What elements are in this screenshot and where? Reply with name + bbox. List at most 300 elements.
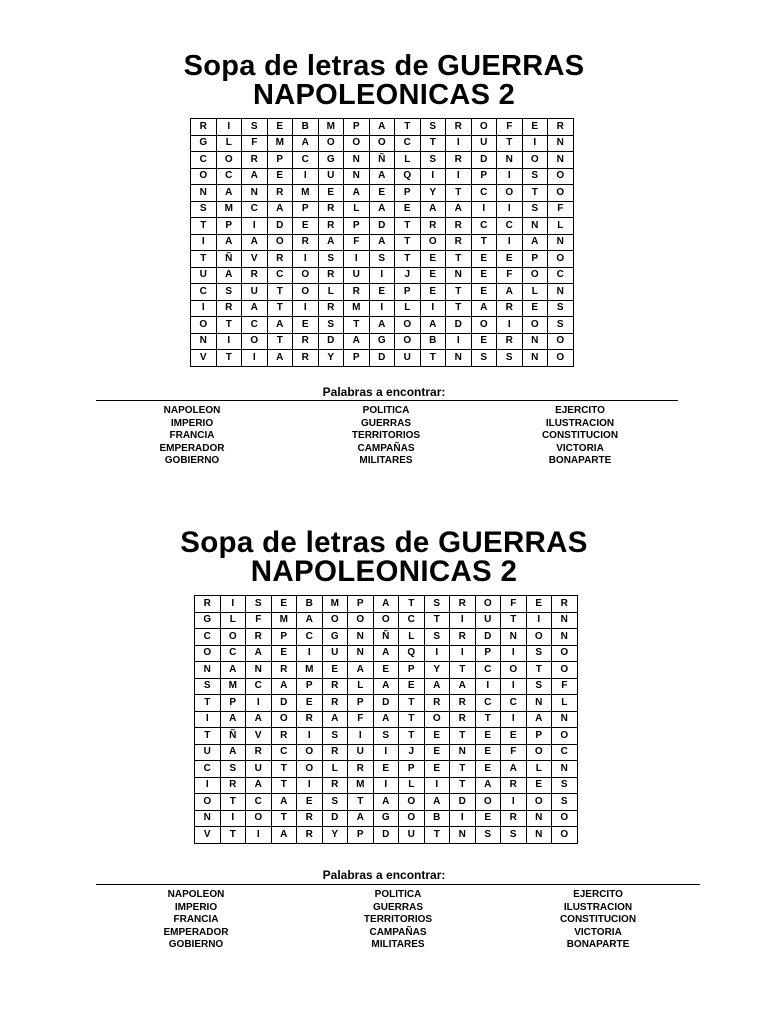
grid-cell: S	[552, 777, 578, 794]
grid-cell: T	[420, 135, 446, 152]
grid-cell: I	[446, 333, 472, 350]
grid-row	[191, 284, 574, 301]
grid-cell: G	[195, 612, 221, 629]
grid-cell: A	[373, 794, 399, 811]
grid-cell: U	[195, 744, 221, 761]
grid-cell: C	[475, 662, 501, 679]
word-item: CAMPAÑAS	[357, 442, 415, 454]
grid-cell: O	[420, 234, 446, 251]
grid-cell: L	[344, 201, 370, 218]
grid-cell: I	[522, 135, 548, 152]
grid-cell: A	[497, 284, 523, 301]
grid-cell: T	[191, 251, 217, 268]
grid-row	[191, 152, 574, 169]
grid-cell: D	[369, 350, 395, 367]
grid-cell: E	[322, 662, 348, 679]
grid-cell: A	[373, 678, 399, 695]
grid-cell: N	[526, 695, 552, 712]
grid-cell: O	[191, 168, 217, 185]
grid-cell: E	[420, 284, 446, 301]
grid-cell: N	[501, 629, 527, 646]
word-item: EMPERADOR	[159, 442, 225, 454]
grid-row	[191, 333, 574, 350]
grid-cell: P	[348, 695, 374, 712]
word-item: IMPERIO	[170, 417, 214, 429]
grid-cell: A	[450, 678, 476, 695]
grid-cell: I	[293, 251, 319, 268]
grid-cell: T	[497, 135, 523, 152]
grid-cell: A	[220, 744, 246, 761]
word-item: VICTORIA	[574, 926, 622, 938]
grid-cell: A	[446, 201, 472, 218]
letter-grid	[194, 595, 578, 844]
grid-cell: T	[399, 596, 425, 613]
grid-cell: S	[526, 645, 552, 662]
grid-cell: I	[501, 711, 527, 728]
grid-cell: P	[216, 218, 242, 235]
grid-cell: P	[344, 119, 370, 136]
grid-cell: R	[497, 333, 523, 350]
grid-cell: I	[497, 317, 523, 334]
grid-cell: R	[348, 761, 374, 778]
grid-cell: O	[195, 794, 221, 811]
grid-cell: A	[526, 711, 552, 728]
grid-cell: R	[450, 629, 476, 646]
grid-cell: M	[293, 185, 319, 202]
grid-cell: R	[293, 234, 319, 251]
word-item: GUERRAS	[372, 901, 423, 913]
grid-cell: C	[271, 744, 297, 761]
grid-cell: C	[267, 267, 293, 284]
grid-cell: A	[267, 201, 293, 218]
grid-cell: A	[369, 234, 395, 251]
grid-cell: E	[369, 284, 395, 301]
grid-cell: N	[526, 810, 552, 827]
grid-cell: C	[220, 645, 246, 662]
grid-cell: R	[446, 119, 472, 136]
grid-cell: R	[318, 218, 344, 235]
grid-cell: Y	[322, 827, 348, 844]
grid-cell: L	[216, 135, 242, 152]
grid-cell: E	[424, 761, 450, 778]
grid-cell: A	[267, 317, 293, 334]
grid-cell: U	[475, 612, 501, 629]
grid-cell: C	[246, 678, 272, 695]
grid-cell: O	[271, 711, 297, 728]
grid-cell: E	[501, 728, 527, 745]
grid-row	[195, 629, 578, 646]
grid-cell: O	[497, 185, 523, 202]
grid-cell: E	[369, 185, 395, 202]
grid-row	[191, 168, 574, 185]
grid-cell: T	[271, 761, 297, 778]
grid-cell: A	[369, 317, 395, 334]
grid-cell: N	[195, 810, 221, 827]
grid-cell: U	[399, 827, 425, 844]
grid-cell: S	[322, 728, 348, 745]
grid-cell: N	[526, 827, 552, 844]
grid-cell: N	[552, 711, 578, 728]
grid-cell: O	[395, 317, 421, 334]
grid-cell: Y	[424, 662, 450, 679]
grid-cell: I	[369, 300, 395, 317]
grid-cell: R	[344, 284, 370, 301]
grid-cell: C	[216, 168, 242, 185]
grid-cell: B	[424, 810, 450, 827]
grid-cell: N	[552, 612, 578, 629]
grid-cell: V	[195, 827, 221, 844]
grid-cell: T	[399, 728, 425, 745]
grid-cell: O	[526, 744, 552, 761]
word-item: TERRITORIOS	[363, 914, 433, 925]
grid-cell: O	[548, 333, 574, 350]
grid-cell: R	[293, 333, 319, 350]
grid-cell: A	[475, 777, 501, 794]
grid-cell: P	[395, 185, 421, 202]
grid-cell: I	[446, 135, 472, 152]
grid-cell: S	[497, 350, 523, 367]
grid-cell: C	[548, 267, 574, 284]
word-list-column-3	[498, 889, 698, 952]
grid-row	[191, 201, 574, 218]
grid-cell: S	[526, 678, 552, 695]
grid-cell: P	[344, 350, 370, 367]
grid-cell: D	[446, 317, 472, 334]
grid-cell: V	[246, 728, 272, 745]
word-item: NAPOLEON	[163, 405, 221, 416]
grid-cell: I	[293, 300, 319, 317]
grid-cell: J	[395, 267, 421, 284]
grid-cell: P	[348, 827, 374, 844]
grid-cell: Ñ	[216, 251, 242, 268]
grid-cell: A	[267, 350, 293, 367]
grid-cell: O	[293, 284, 319, 301]
grid-cell: O	[522, 267, 548, 284]
grid-cell: I	[242, 218, 268, 235]
grid-cell: E	[424, 744, 450, 761]
grid-cell: A	[246, 645, 272, 662]
grid-cell: S	[369, 251, 395, 268]
grid-cell: O	[220, 629, 246, 646]
word-item: CONSTITUCION	[541, 430, 619, 441]
grid-cell: D	[471, 152, 497, 169]
grid-cell: R	[322, 744, 348, 761]
grid-cell: E	[475, 761, 501, 778]
letter-grid	[190, 118, 574, 367]
grid-cell: E	[297, 695, 323, 712]
grid-cell: A	[348, 662, 374, 679]
grid-cell: L	[348, 678, 374, 695]
grid-cell: D	[318, 333, 344, 350]
word-item: VICTORIA	[556, 442, 604, 454]
grid-cell: R	[420, 218, 446, 235]
grid-cell: R	[322, 777, 348, 794]
grid-cell: T	[348, 794, 374, 811]
grid-cell: T	[216, 350, 242, 367]
title-line-2: NAPOLEONICAS 2	[250, 555, 518, 588]
grid-cell: O	[399, 794, 425, 811]
grid-cell: R	[446, 152, 472, 169]
grid-cell: R	[220, 777, 246, 794]
grid-cell: O	[191, 317, 217, 334]
grid-cell: N	[191, 185, 217, 202]
grid-cell: C	[242, 317, 268, 334]
grid-row	[195, 794, 578, 811]
grid-cell: T	[395, 119, 421, 136]
grid-cell: E	[395, 201, 421, 218]
grid-cell: O	[475, 596, 501, 613]
grid-row	[195, 596, 578, 613]
grid-cell: R	[446, 234, 472, 251]
grid-cell: U	[322, 645, 348, 662]
grid-cell: I	[501, 794, 527, 811]
grid-cell: S	[548, 300, 574, 317]
grid-cell: R	[271, 662, 297, 679]
grid-cell: A	[348, 810, 374, 827]
grid-cell: F	[548, 201, 574, 218]
grid-cell: I	[471, 201, 497, 218]
grid-cell: D	[373, 695, 399, 712]
grid-cell: I	[526, 612, 552, 629]
grid-cell: N	[246, 662, 272, 679]
grid-cell: O	[552, 810, 578, 827]
grid-cell: S	[420, 152, 446, 169]
grid-row	[191, 135, 574, 152]
grid-cell: A	[271, 678, 297, 695]
grid-cell: I	[420, 168, 446, 185]
grid-cell: S	[322, 794, 348, 811]
grid-cell: O	[246, 810, 272, 827]
grid-cell: L	[548, 218, 574, 235]
grid-cell: A	[293, 135, 319, 152]
grid-cell: P	[395, 284, 421, 301]
grid-cell: A	[369, 119, 395, 136]
grid-row	[195, 612, 578, 629]
grid-cell: C	[191, 284, 217, 301]
grid-cell: M	[267, 135, 293, 152]
grid-cell: O	[475, 794, 501, 811]
grid-cell: E	[373, 662, 399, 679]
grid-cell: R	[501, 810, 527, 827]
grid-cell: I	[497, 168, 523, 185]
grid-row	[195, 728, 578, 745]
grid-cell: T	[395, 234, 421, 251]
grid-cell: F	[501, 596, 527, 613]
grid-cell: B	[297, 596, 323, 613]
grid-cell: T	[450, 777, 476, 794]
grid-cell: C	[195, 629, 221, 646]
grid-cell: N	[450, 744, 476, 761]
grid-cell: N	[344, 152, 370, 169]
grid-cell: C	[399, 612, 425, 629]
grid-cell: E	[271, 596, 297, 613]
grid-cell: C	[501, 695, 527, 712]
grid-cell: C	[497, 218, 523, 235]
grid-cell: P	[399, 761, 425, 778]
grid-cell: E	[522, 300, 548, 317]
grid-cell: S	[424, 629, 450, 646]
grid-cell: S	[501, 827, 527, 844]
grid-cell: I	[369, 267, 395, 284]
grid-cell: R	[297, 810, 323, 827]
grid-cell: P	[297, 678, 323, 695]
grid-cell: I	[420, 300, 446, 317]
grid-cell: N	[242, 185, 268, 202]
grid-cell: L	[322, 761, 348, 778]
grid-cell: T	[395, 218, 421, 235]
grid-row	[195, 827, 578, 844]
grid-cell: F	[497, 267, 523, 284]
grid-cell: G	[318, 152, 344, 169]
divider-line	[96, 400, 678, 401]
grid-cell: E	[271, 645, 297, 662]
grid-cell: N	[548, 135, 574, 152]
grid-cell: R	[424, 695, 450, 712]
grid-row	[191, 267, 574, 284]
word-item: NAPOLEON	[167, 889, 225, 900]
grid-row	[195, 761, 578, 778]
grid-cell: D	[271, 695, 297, 712]
grid-cell: R	[216, 300, 242, 317]
grid-cell: A	[344, 333, 370, 350]
grid-cell: O	[552, 728, 578, 745]
grid-cell: P	[471, 168, 497, 185]
grid-cell: M	[344, 300, 370, 317]
grid-cell: E	[420, 251, 446, 268]
grid-cell: N	[548, 234, 574, 251]
word-item: POLITICA	[374, 889, 422, 900]
grid-row	[195, 695, 578, 712]
word-item: MILITARES	[371, 939, 425, 950]
word-item: BONAPARTE	[548, 455, 612, 466]
grid-cell: A	[246, 777, 272, 794]
grid-cell: A	[522, 234, 548, 251]
grid-cell: S	[318, 251, 344, 268]
grid-cell: I	[191, 300, 217, 317]
grid-cell: I	[475, 678, 501, 695]
grid-cell: I	[446, 168, 472, 185]
word-list-column-1	[96, 889, 296, 952]
grid-cell: O	[344, 135, 370, 152]
grid-cell: I	[216, 333, 242, 350]
grid-cell: N	[450, 827, 476, 844]
grid-cell: A	[242, 300, 268, 317]
grid-cell: O	[424, 711, 450, 728]
grid-cell: T	[446, 251, 472, 268]
grid-cell: T	[267, 333, 293, 350]
grid-cell: R	[322, 678, 348, 695]
grid-cell: I	[191, 234, 217, 251]
grid-cell: E	[399, 678, 425, 695]
grid-cell: A	[322, 711, 348, 728]
grid-cell: E	[471, 267, 497, 284]
grid-row	[191, 300, 574, 317]
grid-cell: C	[242, 201, 268, 218]
grid-cell: N	[497, 152, 523, 169]
grid-cell: R	[246, 629, 272, 646]
grid-cell: E	[526, 777, 552, 794]
grid-cell: Y	[318, 350, 344, 367]
grid-row	[195, 662, 578, 679]
grid-row	[191, 251, 574, 268]
grid-cell: C	[195, 761, 221, 778]
grid-cell: I	[497, 201, 523, 218]
grid-cell: E	[373, 761, 399, 778]
grid-cell: M	[348, 777, 374, 794]
grid-cell: N	[552, 761, 578, 778]
grid-cell: O	[399, 810, 425, 827]
grid-cell: E	[297, 794, 323, 811]
grid-cell: L	[526, 761, 552, 778]
grid-cell: L	[552, 695, 578, 712]
grid-cell: R	[318, 201, 344, 218]
grid-cell: O	[195, 645, 221, 662]
grid-cell: Ñ	[373, 629, 399, 646]
word-item: EJERCITO	[573, 889, 623, 900]
grid-cell: I	[220, 810, 246, 827]
grid-cell: D	[267, 218, 293, 235]
grid-cell: O	[471, 317, 497, 334]
grid-cell: D	[369, 218, 395, 235]
puzzle-title	[0, 528, 768, 586]
grid-cell: T	[526, 662, 552, 679]
grid-cell: O	[267, 234, 293, 251]
grid-cell: N	[446, 267, 472, 284]
grid-cell: N	[548, 284, 574, 301]
grid-cell: I	[297, 777, 323, 794]
grid-cell: A	[242, 234, 268, 251]
grid-cell: A	[420, 201, 446, 218]
grid-cell: T	[475, 711, 501, 728]
grid-cell: T	[267, 300, 293, 317]
grid-cell: T	[424, 612, 450, 629]
grid-cell: S	[216, 284, 242, 301]
grid-cell: B	[420, 333, 446, 350]
grid-cell: N	[446, 350, 472, 367]
grid-cell: I	[424, 777, 450, 794]
grid-row	[191, 119, 574, 136]
grid-cell: A	[297, 612, 323, 629]
grid-cell: D	[373, 827, 399, 844]
grid-cell: T	[191, 218, 217, 235]
grid-cell: I	[293, 168, 319, 185]
grid-cell: Q	[399, 645, 425, 662]
grid-cell: P	[267, 152, 293, 169]
grid-cell: I	[297, 645, 323, 662]
grid-row	[195, 678, 578, 695]
title-line-1: Sopa de letras de GUERRAS	[180, 526, 588, 559]
grid-cell: I	[373, 777, 399, 794]
grid-cell: O	[552, 827, 578, 844]
grid-cell: S	[471, 350, 497, 367]
grid-cell: R	[191, 119, 217, 136]
grid-cell: U	[471, 135, 497, 152]
grid-cell: A	[246, 711, 272, 728]
grid-cell: S	[242, 119, 268, 136]
grid-cell: G	[191, 135, 217, 152]
grid-row	[195, 744, 578, 761]
grid-cell: L	[318, 284, 344, 301]
word-item: MILITARES	[359, 455, 413, 466]
grid-cell: I	[246, 827, 272, 844]
grid-cell: R	[450, 695, 476, 712]
grid-cell: P	[293, 201, 319, 218]
grid-cell: I	[195, 777, 221, 794]
grid-cell: Q	[395, 168, 421, 185]
grid-cell: C	[475, 695, 501, 712]
grid-row	[191, 350, 574, 367]
grid-cell: I	[195, 711, 221, 728]
